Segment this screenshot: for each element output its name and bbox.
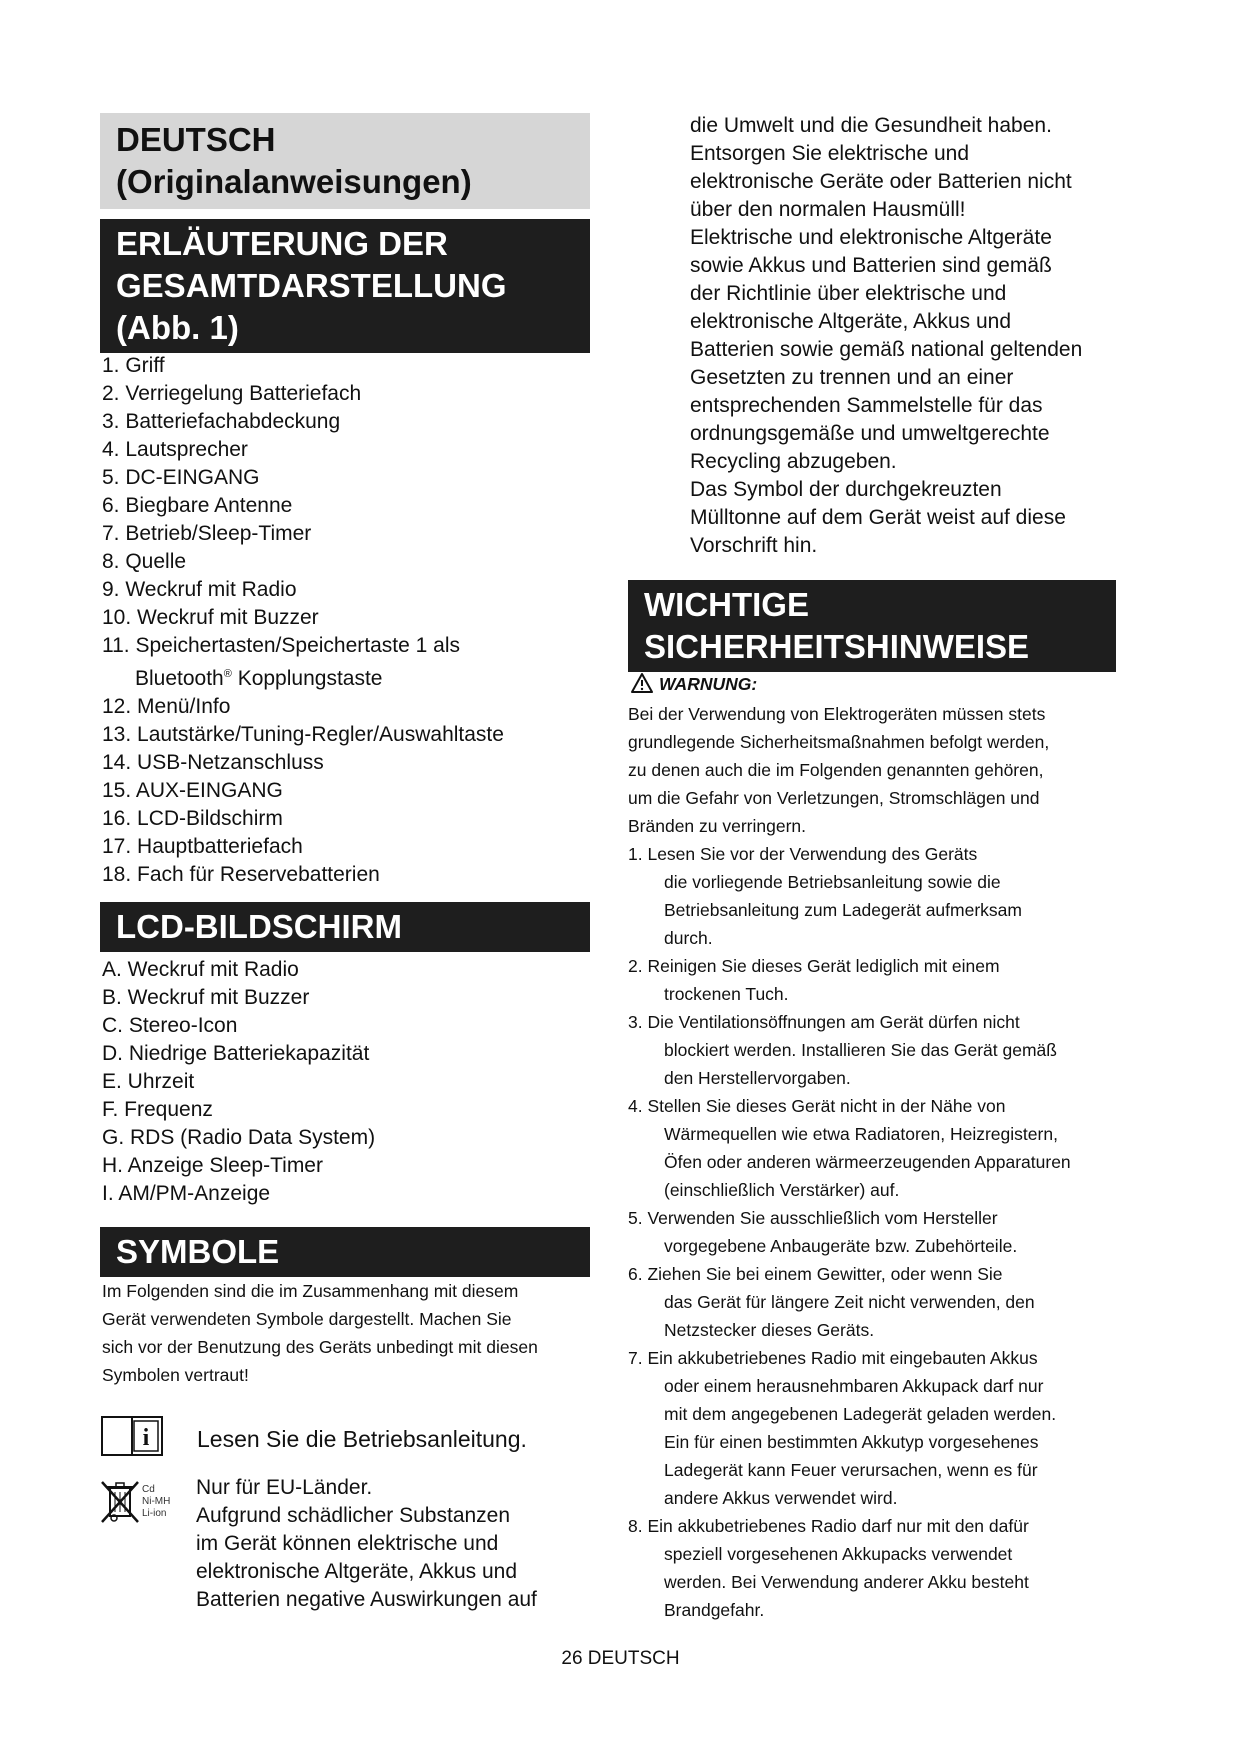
text-line: Batterien negative Auswirkungen auf (196, 1588, 537, 1611)
text-line: Mülltonne auf dem Gerät weist auf diese (690, 506, 1066, 529)
list-item: 9. Weckruf mit Radio (102, 578, 297, 601)
text-line: Betriebsanleitung zum Ladegerät aufmerksam (664, 900, 1022, 920)
text-line: andere Akkus verwendet wird. (664, 1488, 898, 1508)
text-line: den Herstellervorgaben. (664, 1068, 851, 1088)
overview-heading-line: ERLÄUTERUNG DER (116, 225, 448, 262)
list-item: C. Stereo-Icon (102, 1014, 238, 1037)
text-line: mit dem angegebenen Ladegerät geladen werden. (664, 1404, 1057, 1424)
text-line: Öfen oder anderen wärmeerzeugenden Apparaturen (664, 1152, 1071, 1172)
list-item: 11. Speichertasten/Speichertaste 1 als (102, 634, 460, 657)
warning-label: WARNUNG: (659, 674, 758, 694)
safety-item (628, 1260, 1071, 1344)
text-line: Vorschrift hin. (690, 534, 818, 557)
text-line: zu denen auch die im Folgenden genannten gehören, (628, 760, 1044, 780)
list-item: I. AM/PM-Anzeige (102, 1182, 271, 1205)
safety-item (628, 1344, 1071, 1512)
bluetooth-word: Bluetooth (135, 667, 224, 690)
text-line: blockiert werden. Installieren Sie das Gerät gemäß (664, 1040, 1057, 1060)
text-line: über den normalen Hausmüll! (690, 198, 966, 221)
text-line: trockenen Tuch. (664, 984, 789, 1004)
list-item: 13. Lautstärke/Tuning-Regler/Auswahltaste (102, 723, 504, 746)
text-line: ordnungsgemäße und umweltgerechte (690, 422, 1050, 445)
text-line: Bei der Verwendung von Elektrogeräten müssen stets (628, 704, 1046, 724)
text-line: der Richtlinie über elektrische und (690, 282, 1007, 305)
weee-label: Cd (142, 1484, 155, 1495)
text-line: grundlegende Sicherheitsmaßnahmen befolgt werden, (628, 732, 1050, 752)
text-line: Brandgefahr. (664, 1600, 765, 1620)
text-line: Gerät verwendeten Symbole dargestellt. Machen Sie (102, 1309, 512, 1329)
text-line: im Gerät können elektrische und (196, 1532, 499, 1555)
list-item: H. Anzeige Sleep-Timer (102, 1154, 323, 1177)
text-line: Aufgrund schädlicher Substanzen (196, 1504, 511, 1527)
text-line: Im Folgenden sind die im Zusammenhang mit diesem (102, 1281, 519, 1301)
text-line: vorgegebene Anbaugeräte bzw. Zubehörteile. (664, 1236, 1018, 1256)
text-line: Batterien sowie gemäß national geltenden (690, 338, 1083, 361)
text-line: elektronische Altgeräte, Akkus und (196, 1560, 518, 1583)
safety-heading-line: WICHTIGE (644, 586, 809, 623)
text-line: Bränden zu verringern. (628, 816, 807, 836)
overview-heading-line: GESAMTDARSTELLUNG (116, 267, 507, 304)
text-line: Gesetzten zu trennen und an einer (690, 366, 1014, 389)
text-line: 3. Die Ventilationsöffnungen am Gerät dürfen nicht (628, 1012, 1020, 1032)
language-heading (100, 113, 590, 209)
text-line: entsprechenden Sammelstelle für das (690, 394, 1043, 417)
list-item: 3. Batteriefachabdeckung (102, 410, 341, 433)
lcd-list (102, 956, 375, 1208)
warning-intro (628, 700, 1148, 840)
list-item: 1. Griff (102, 354, 165, 377)
weee-label: Li-ion (142, 1508, 167, 1519)
text-line: Wärmequellen wie etwa Radiatoren, Heizregistern, (664, 1124, 1058, 1144)
text-line: Ladegerät kann Feuer verursachen, wenn es für (664, 1460, 1038, 1480)
language-heading-line: DEUTSCH (116, 121, 276, 158)
list-item: D. Niedrige Batteriekapazität (102, 1042, 370, 1065)
text-line: das Gerät für längere Zeit nicht verwenden, den (664, 1292, 1035, 1312)
text-line: 4. Stellen Sie dieses Gerät nicht in der Nähe von (628, 1096, 1006, 1116)
list-item: 4. Lautsprecher (102, 438, 248, 461)
text-line: 1. Lesen Sie vor der Verwendung des Geräts (628, 844, 978, 864)
page-footer: 26 DEUTSCH (561, 1648, 680, 1669)
list-item: 17. Hauptbatteriefach (102, 835, 303, 858)
list-item-continuation (102, 660, 504, 693)
safety-item (628, 1092, 1071, 1204)
text-line: werden. Bei Verwendung anderer Akku besteht (664, 1572, 1029, 1592)
text-line: elektronische Altgeräte, Akkus und (690, 310, 1012, 333)
list-item: 18. Fach für Reservebatterien (102, 863, 380, 886)
warning-triangle-icon (630, 672, 654, 694)
overview-list (102, 352, 504, 889)
text-line: speziell vorgesehenen Akkupacks verwendet (664, 1544, 1013, 1564)
list-item: 6. Biegbare Antenne (102, 494, 293, 517)
weee-text (196, 1474, 537, 1614)
overview-heading-line: (Abb. 1) (116, 309, 239, 346)
list-item: 8. Quelle (102, 550, 187, 573)
pairing-word: Kopplungstaste (231, 667, 383, 690)
text-line: Netzstecker dieses Geräts. (664, 1320, 875, 1340)
text-line: 5. Verwenden Sie ausschließlich vom Hersteller (628, 1208, 998, 1228)
list-item: G. RDS (Radio Data System) (102, 1126, 376, 1149)
text-line: Symbolen vertraut! (102, 1365, 249, 1385)
list-item: 2. Verriegelung Batteriefach (102, 382, 362, 405)
read-manual-icon (100, 1414, 164, 1458)
text-line: sowie Akkus und Batterien sind gemäß (690, 254, 1052, 277)
crossed-bin-icon (100, 1478, 186, 1526)
list-item: 12. Menü/Info (102, 695, 231, 718)
list-item: 10. Weckruf mit Buzzer (102, 606, 319, 629)
list-item: E. Uhrzeit (102, 1070, 195, 1093)
text-line: 8. Ein akkubetriebenes Radio darf nur mit den dafür (628, 1516, 1029, 1536)
text-line: 7. Ein akkubetriebenes Radio mit eingebauten Akkus (628, 1348, 1038, 1368)
text-line: durch. (664, 928, 713, 948)
text-line: Ein für einen bestimmten Akkutyp vorgesehenes (664, 1432, 1039, 1452)
registered-mark: ® (223, 668, 232, 680)
safety-item (628, 840, 1071, 952)
safety-heading (628, 580, 1116, 672)
text-line: die vorliegende Betriebsanleitung sowie die (664, 872, 1001, 892)
list-item: 15. AUX-EINGANG (102, 779, 283, 802)
text-line: um die Gefahr von Verletzungen, Stromschlägen und (628, 788, 1040, 808)
text-line: 6. Ziehen Sie bei einem Gewitter, oder wenn Sie (628, 1264, 1003, 1284)
list-item: B. Weckruf mit Buzzer (102, 986, 310, 1009)
safety-item (628, 952, 1071, 1008)
text-line: sich vor der Benutzung des Geräts unbedingt mit diesen (102, 1337, 538, 1357)
manual-text: Lesen Sie die Betriebsanleitung. (197, 1426, 527, 1452)
text-line: Nur für EU-Länder. (196, 1476, 373, 1499)
safety-item (628, 1512, 1071, 1624)
list-item: 5. DC-EINGANG (102, 466, 260, 489)
text-line: Elektrische und elektronische Altgeräte (690, 226, 1052, 249)
safety-item (628, 1008, 1071, 1092)
text-line: (einschließlich Verstärker) auf. (664, 1180, 900, 1200)
text-line: die Umwelt und die Gesundheit haben. (690, 114, 1052, 137)
text-line: Entsorgen Sie elektrische und (690, 142, 969, 165)
language-heading-line: (Originalanweisungen) (116, 163, 472, 200)
text-line: Das Symbol der durchgekreuzten (690, 478, 1002, 501)
text-line: elektronische Geräte oder Batterien nicht (690, 170, 1072, 193)
list-item: 14. USB-Netzanschluss (102, 751, 324, 774)
text-line: 2. Reinigen Sie dieses Gerät lediglich mit einem (628, 956, 1000, 976)
list-item: A. Weckruf mit Radio (102, 958, 299, 981)
list-item: 7. Betrieb/Sleep-Timer (102, 522, 312, 545)
lcd-heading: LCD-BILDSCHIRM (100, 902, 590, 952)
list-item: 16. LCD-Bildschirm (102, 807, 283, 830)
symbols-intro (102, 1277, 602, 1389)
weee-continued (690, 112, 1082, 560)
list-item: F. Frequenz (102, 1098, 213, 1121)
safety-heading-line: SICHERHEITSHINWEISE (644, 628, 1030, 665)
safety-item (628, 1204, 1071, 1260)
overview-heading (100, 219, 590, 353)
symbols-heading: SYMBOLE (100, 1227, 590, 1277)
text-line: oder einem herausnehmbaren Akkupack darf nur (664, 1376, 1044, 1396)
manual-icon-letter: i (142, 1425, 150, 1451)
text-line: Recycling abzugeben. (690, 450, 897, 473)
safety-list (628, 840, 1071, 1624)
weee-label: Ni-MH (142, 1496, 171, 1507)
